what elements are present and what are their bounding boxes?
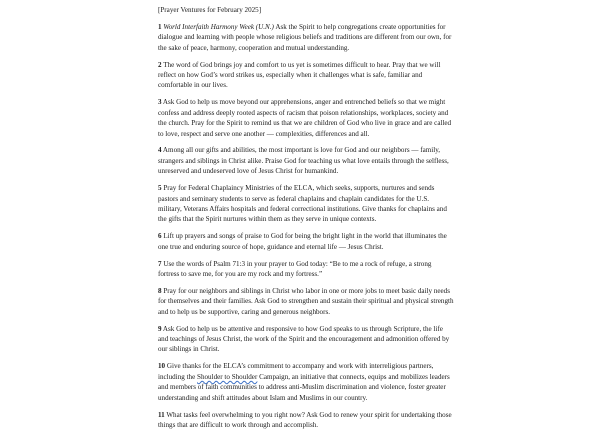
prayer-item-3 [158, 97, 454, 139]
item-text: Ask God to help us be attentive and responsive to how God speaks to us through Scripture, the life and teachings of Jesus Christ, the work of the Spirit and the encouragement and admonition offered by our siblings in Christ. [158, 324, 450, 354]
item-text: Use the words of Psalm 71:3 in your prayer to God today: “Be to me a rock of refuge, a strong fortress to save me, for you are my rock and my fortress.” [158, 259, 432, 279]
item-number: 11 [158, 410, 165, 419]
item-text: Ask the Spirit to help congregations create opportunities for dialogue and learning with people whose religious beliefs and traditions are different from our own, for the sake of peace, harmony, cooperation and mutual understanding. [158, 22, 452, 52]
prayer-item-4 [158, 145, 454, 176]
item-number: 1 [158, 22, 162, 31]
item-text: Pray for our neighbors and siblings in Christ who labor in one or more jobs to meet basic daily needs for themselves and their families. Ask God to strengthen and sustain their spiritual and physical strength and to help us be supportive, caring and generous neighbors. [158, 286, 454, 316]
document-title: [Prayer Ventures for February 2025] [158, 6, 262, 14]
item-number: 2 [158, 60, 162, 69]
item-text: Campaign, an initiative that connects, equips and mobilizes leaders and members of faith communities to address anti-Muslim discrimination and violence, foster greater understanding and shift attitudes about Islam and Muslims in our country. [158, 372, 450, 402]
item-number: 3 [158, 98, 162, 107]
prayer-item-9 [158, 324, 454, 355]
prayer-item-2 [158, 60, 454, 91]
item-number: 7 [158, 259, 162, 268]
item-number: 10 [158, 362, 166, 371]
item-text: Among all our gifts and abilities, the most important is love for God and our neighbors — family, strangers and siblings in Christ alike. Praise God for teaching us what love entails through the selfless, unreserved and undeserved love of Jesus Christ for humankind. [158, 146, 449, 176]
prayer-item-6 [158, 231, 454, 252]
item-number: 4 [158, 146, 162, 155]
prayer-item-11 [158, 410, 454, 431]
item-heading: World Interfaith Harmony Week (U.N.) [163, 22, 274, 31]
prayer-item-5 [158, 183, 454, 225]
item-number: 8 [158, 286, 162, 295]
item-text: The word of God brings joy and comfort to us yet is sometimes difficult to hear. Pray that we will reflect on how God’s word strikes us, especially when it challenges what is safe, familiar and comfortable in our lives. [158, 60, 441, 90]
prayer-item-7 [158, 259, 454, 280]
item-text: What tasks feel overwhelming to you right now? Ask God to renew your spirit for undertaking those things that are difficult to work through and accomplish. [158, 410, 452, 429]
prayer-item-1 [158, 22, 454, 53]
document-page [158, 5, 454, 437]
item-number: 9 [158, 324, 162, 333]
item-text: Lift up prayers and songs of praise to God for being the bright light in the world that illuminates the one true and enduring source of hope, guidance and eternal life — Jesus Christ. [158, 232, 447, 251]
item-number: 6 [158, 232, 162, 241]
prayer-item-8 [158, 286, 454, 317]
prayer-item-10 [158, 361, 454, 403]
item-text: Give thanks for the ELCA’s commitment to accompany and work with interreligious partners, including the [158, 362, 434, 381]
shoulder-to-shoulder-link[interactable]: Shoulder to Shoulder [197, 372, 258, 381]
item-number: 5 [158, 184, 162, 193]
item-text: Ask God to help us move beyond our apprehensions, anger and entrenched beliefs so that we might confess and address deeply rooted aspects of racism that poison relationships, workplaces, society and the church. Pray for the Spirit to remind us that we are children of God who live in grace and are called to love, respect and serve one another — complexities, differences and all. [158, 98, 452, 138]
item-text: Pray for Federal Chaplaincy Ministries of the ELCA, which seeks, supports, nurtures and sends pastors and seminary students to serve as federal chaplains and chaplain candidates for the U.S. military, Veterans Affairs hospitals and federal correctional institutions. Give thanks for chaplains and the gifts that the Spirit nurtures within them as they serve in unique contexts. [158, 184, 447, 224]
